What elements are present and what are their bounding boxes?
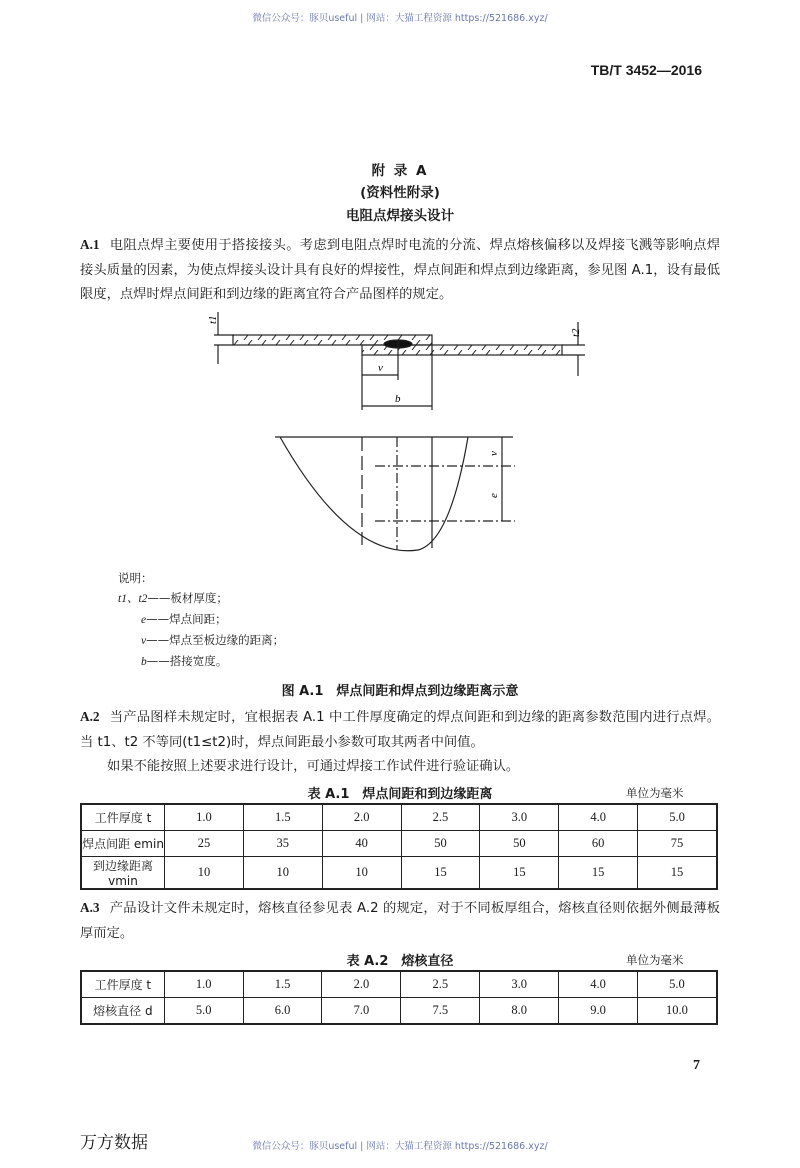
appendix-type: (资料性附录) [360,185,440,201]
table-row: 工件厚度 t 1.0 1.5 2.0 2.5 3.0 4.0 5.0 [81,804,717,831]
appendix-title: 附 录 A [371,163,429,179]
section-a1 [80,233,720,308]
section-text-2: 如果不能按照上述要求进行设计，可通过焊接工作试件进行验证确认。 [107,759,520,774]
table-row: 焊点间距 emin 25 35 40 50 50 60 75 [81,831,717,857]
plate-outline [280,437,468,551]
table1-unit: 单位为毫米 [626,786,684,800]
section-a2 [80,705,720,780]
label-b: b [395,393,401,405]
weld-joint-figure [200,300,600,560]
section-number: A.1 [80,237,100,252]
watermark-top: 微信公众号：豚贝useful | 网站：大猫工程资源 https://521686.xyz/ [252,13,548,24]
standard-number: TB/T 3452—2016 [590,62,702,78]
section-a3 [80,896,720,946]
footer-logo: 万方数据 [80,1133,148,1153]
legend-item: v——焊点至板边缘的距离； [141,633,285,647]
table1-title: 表 A.1 焊点间距和到边缘距离 [307,787,493,802]
table-row: 到边缘距离 vmin 10 10 10 15 15 15 15 [81,857,717,890]
legend-title: 说明： [118,571,153,585]
section-text: 当产品图样未规定时，宜根据表 A.1 中工件厚度确定的焊点间距和到边缘的距离参数范围内进行点焊。当 t1、t2 不等同(t1≤t2)时，焊点间距最小参数可取其两者中间值。 [80,710,720,750]
table-row: 熔核直径 d 5.0 6.0 7.0 7.5 8.0 9.0 10.0 [81,998,717,1025]
label-t1: t1 [207,315,219,324]
watermark-bottom: 微信公众号：豚贝useful | 网站：大猫工程资源 https://521686.xyz/ [252,1141,548,1152]
label-v-edge: v [488,451,500,456]
section-number: A.2 [80,709,100,724]
appendix-heading: 电阻点焊接头设计 [346,208,454,224]
table2-title: 表 A.2 熔核直径 [346,954,454,969]
legend-item: e——焊点间距； [141,612,227,626]
table-nugget-diameter [80,970,718,1025]
table-row: 工件厚度 t 1.0 1.5 2.0 2.5 3.0 4.0 5.0 [81,971,717,998]
legend-item: t1、t2——板材厚度； [118,591,228,605]
label-e: e [488,493,500,498]
figure-caption: 图 A.1 焊点间距和焊点到边缘距离示意 [281,684,519,699]
page-number: 7 [693,1058,700,1073]
table2-unit: 单位为毫米 [626,953,684,967]
label-t2: t2 [570,328,582,337]
legend-item: b——搭接宽度。 [141,654,228,668]
figure-legend [118,568,284,672]
section-text: 电阻点焊主要使用于搭接接头。考虑到电阻点焊时电流的分流、焊点熔核偏移以及焊接飞溅等影响点焊接头质量的因素，为使点焊接头设计具有良好的焊接性，焊点间距和焊点到边缘距离，参见图 A.1，设有最低限度，点焊时焊点间距和到边缘的距离宜符合产品图样的规定。 [80,238,720,302]
table-spot-spacing [80,803,718,890]
section-text: 产品设计文件未规定时，熔核直径参见表 A.2 的规定，对于不同板厚组合，熔核直径则依据外侧最薄板厚而定。 [80,901,720,941]
section-number: A.3 [80,900,100,915]
label-v: v [378,362,383,374]
